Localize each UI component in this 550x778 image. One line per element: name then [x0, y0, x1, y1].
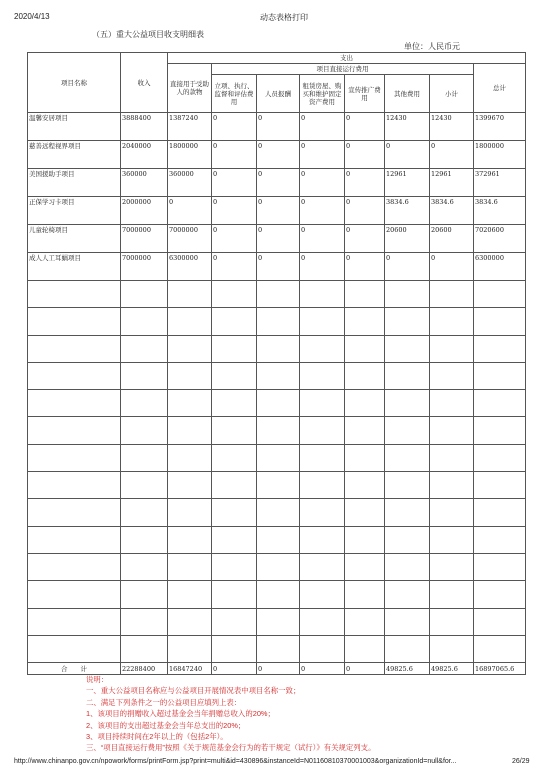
empty-cell [212, 553, 257, 580]
empty-cell [168, 417, 212, 444]
empty-cell [430, 581, 474, 608]
empty-cell [345, 581, 385, 608]
cell-other: 0 [385, 141, 430, 169]
cell-setup: 0 [212, 141, 257, 169]
empty-cell [345, 472, 385, 499]
empty-cell [430, 444, 474, 471]
empty-cell [430, 417, 474, 444]
empty-cell [212, 444, 257, 471]
empty-cell [121, 581, 168, 608]
empty-cell [430, 390, 474, 417]
header-other-cost: 其他费用 [385, 75, 430, 113]
empty-cell [257, 499, 300, 526]
empty-cell [300, 390, 345, 417]
empty-cell [121, 472, 168, 499]
totals-other: 49825.6 [385, 663, 430, 675]
empty-cell [257, 308, 300, 335]
cell-income: 2000000 [121, 197, 168, 225]
cell-promo: 0 [345, 141, 385, 169]
empty-cell [28, 308, 121, 335]
empty-cell [385, 362, 430, 389]
cell-subtotal: 0 [430, 141, 474, 169]
empty-cell [168, 472, 212, 499]
cell-staff: 0 [257, 113, 300, 141]
cell-name: 美国援助手项目 [28, 169, 121, 197]
empty-cell [121, 499, 168, 526]
empty-cell [300, 553, 345, 580]
empty-cell [212, 526, 257, 553]
empty-cell [385, 581, 430, 608]
cell-name: 温馨安居项目 [28, 113, 121, 141]
empty-cell [168, 581, 212, 608]
empty-cell [430, 553, 474, 580]
cell-subtotal: 12430 [430, 113, 474, 141]
empty-cell [257, 444, 300, 471]
empty-cell [385, 335, 430, 362]
empty-cell [168, 635, 212, 662]
empty-cell [28, 526, 121, 553]
cell-staff: 0 [257, 197, 300, 225]
empty-cell [121, 335, 168, 362]
empty-cell [345, 444, 385, 471]
cell-other: 20600 [385, 225, 430, 253]
cell-other: 3834.6 [385, 197, 430, 225]
empty-cell [28, 390, 121, 417]
empty-cell [300, 581, 345, 608]
cell-total: 372961 [474, 169, 526, 197]
empty-cell [385, 608, 430, 635]
empty-cell [121, 362, 168, 389]
table-row [28, 169, 526, 197]
cell-total: 7020600 [474, 225, 526, 253]
empty-cell [28, 581, 121, 608]
empty-cell [300, 635, 345, 662]
cell-rent: 0 [300, 225, 345, 253]
cell-direct: 6300000 [168, 253, 212, 281]
empty-cell [300, 308, 345, 335]
table-row [28, 253, 526, 281]
cell-total: 1399670 [474, 113, 526, 141]
cell-subtotal: 12961 [430, 169, 474, 197]
empty-cell [257, 608, 300, 635]
cell-rent: 0 [300, 169, 345, 197]
empty-cell [430, 608, 474, 635]
empty-cell [385, 635, 430, 662]
cell-promo: 0 [345, 253, 385, 281]
empty-cell [385, 472, 430, 499]
notes-block [86, 674, 375, 754]
empty-cell [212, 390, 257, 417]
cell-promo: 0 [345, 113, 385, 141]
empty-cell [474, 281, 526, 308]
empty-cell [345, 553, 385, 580]
cell-staff: 0 [257, 225, 300, 253]
totals-subtotal: 49825.6 [430, 663, 474, 675]
empty-cell [212, 362, 257, 389]
empty-row [28, 308, 526, 335]
cell-income: 7000000 [121, 225, 168, 253]
cell-direct: 360000 [168, 169, 212, 197]
empty-cell [28, 635, 121, 662]
note-item: 二、满足下列条件之一的公益项目应填列上表： [86, 697, 242, 707]
header-project-name: 项目名称 [28, 53, 121, 113]
cell-setup: 0 [212, 113, 257, 141]
empty-row [28, 417, 526, 444]
header-total: 总计 [474, 64, 526, 113]
empty-cell [212, 472, 257, 499]
empty-cell [385, 390, 430, 417]
header-income: 收入 [121, 53, 168, 113]
cell-total: 1800000 [474, 141, 526, 169]
empty-cell [474, 635, 526, 662]
empty-cell [474, 526, 526, 553]
cell-direct: 7000000 [168, 225, 212, 253]
empty-cell [474, 472, 526, 499]
cell-name: 慈善远程视界项目 [28, 141, 121, 169]
empty-cell [257, 362, 300, 389]
cell-subtotal: 0 [430, 253, 474, 281]
cell-setup: 0 [212, 253, 257, 281]
empty-cell [300, 417, 345, 444]
totals-total: 16897065.6 [474, 663, 526, 675]
empty-cell [474, 362, 526, 389]
empty-cell [430, 499, 474, 526]
cell-name: 正保学习卡项目 [28, 197, 121, 225]
note-item: 一、重大公益项目名称应与公益项目开展情况表中项目名称一致； [86, 686, 301, 696]
empty-row [28, 635, 526, 662]
print-date: 2020/4/13 [14, 12, 50, 21]
empty-cell [430, 335, 474, 362]
totals-direct: 16847240 [168, 663, 212, 675]
empty-cell [300, 362, 345, 389]
header-setup-cost: 立项、执行、监督和评估费用 [212, 75, 257, 113]
empty-cell [212, 281, 257, 308]
empty-cell [168, 308, 212, 335]
empty-cell [345, 417, 385, 444]
empty-cell [345, 308, 385, 335]
empty-cell [257, 472, 300, 499]
empty-cell [28, 362, 121, 389]
empty-cell [212, 581, 257, 608]
empty-cell [430, 281, 474, 308]
cell-promo: 0 [345, 225, 385, 253]
cell-total: 6300000 [474, 253, 526, 281]
empty-cell [474, 308, 526, 335]
totals-rent: 0 [300, 663, 345, 675]
print-header-title: 动态表格打印 [260, 13, 308, 22]
empty-cell [430, 472, 474, 499]
empty-cell [385, 308, 430, 335]
totals-staff: 0 [257, 663, 300, 675]
empty-cell [121, 635, 168, 662]
empty-cell [121, 281, 168, 308]
empty-row [28, 499, 526, 526]
empty-cell [257, 553, 300, 580]
empty-cell [212, 308, 257, 335]
empty-cell [385, 553, 430, 580]
page-number: 26/29 [512, 758, 530, 765]
cell-total: 3834.6 [474, 197, 526, 225]
empty-cell [212, 635, 257, 662]
empty-cell [168, 526, 212, 553]
empty-cell [345, 499, 385, 526]
empty-cell [345, 390, 385, 417]
header-subtotal: 小计 [430, 75, 474, 113]
empty-cell [168, 390, 212, 417]
cell-promo: 0 [345, 169, 385, 197]
table-row [28, 197, 526, 225]
empty-row [28, 581, 526, 608]
empty-row [28, 362, 526, 389]
empty-cell [212, 499, 257, 526]
cell-setup: 0 [212, 197, 257, 225]
empty-cell [168, 444, 212, 471]
empty-cell [212, 335, 257, 362]
totals-promo: 0 [345, 663, 385, 675]
empty-cell [385, 444, 430, 471]
empty-row [28, 472, 526, 499]
empty-cell [121, 444, 168, 471]
empty-cell [474, 553, 526, 580]
empty-cell [257, 417, 300, 444]
empty-cell [345, 335, 385, 362]
empty-cell [121, 390, 168, 417]
empty-row [28, 444, 526, 471]
table-row [28, 141, 526, 169]
cell-other: 0 [385, 253, 430, 281]
currency-unit: 单位：人民币元 [404, 42, 460, 51]
empty-cell [212, 608, 257, 635]
empty-cell [28, 499, 121, 526]
cell-staff: 0 [257, 253, 300, 281]
empty-cell [430, 526, 474, 553]
header-staff-pay: 人员报酬 [257, 75, 300, 113]
empty-row [28, 526, 526, 553]
empty-cell [300, 444, 345, 471]
empty-cell [28, 472, 121, 499]
empty-row [28, 335, 526, 362]
cell-income: 7000000 [121, 253, 168, 281]
cell-staff: 0 [257, 141, 300, 169]
empty-cell [121, 526, 168, 553]
cell-promo: 0 [345, 197, 385, 225]
empty-cell [257, 581, 300, 608]
empty-cell [430, 635, 474, 662]
empty-cell [345, 362, 385, 389]
cell-staff: 0 [257, 169, 300, 197]
cell-subtotal: 3834.6 [430, 197, 474, 225]
empty-cell [257, 526, 300, 553]
empty-cell [300, 335, 345, 362]
footer-url: http://www.chinanpo.gov.cn/npowork/forms/printForm.jsp?print=multi&id=430896&instanceId=N01160810370001003&organizationId=null&for... [14, 758, 457, 765]
empty-cell [168, 281, 212, 308]
totals-setup: 0 [212, 663, 257, 675]
totals-label: 合 计 [28, 663, 121, 675]
empty-cell [28, 608, 121, 635]
empty-cell [212, 417, 257, 444]
empty-cell [474, 390, 526, 417]
table-row [28, 113, 526, 141]
empty-cell [430, 308, 474, 335]
note-item: 2、该项目的支出超过基金会当年总支出的20%； [86, 720, 246, 730]
cell-setup: 0 [212, 169, 257, 197]
empty-cell [168, 362, 212, 389]
empty-cell [345, 635, 385, 662]
cell-income: 2040000 [121, 141, 168, 169]
empty-cell [385, 526, 430, 553]
header-direct-aid: 直接用于受助人的款物 [168, 64, 212, 113]
empty-cell [28, 417, 121, 444]
totals-row [28, 663, 526, 675]
empty-cell [474, 417, 526, 444]
empty-cell [474, 444, 526, 471]
cell-name: 成人人工耳蜗项目 [28, 253, 121, 281]
table-row [28, 225, 526, 253]
cell-name: 儿童轮椅项目 [28, 225, 121, 253]
note-item: 3、项目持续时间在2年以上的（包括2年）。 [86, 732, 228, 742]
header-promotion: 宣传推广费用 [345, 75, 385, 113]
empty-row [28, 608, 526, 635]
header-expense: 支出 [168, 53, 526, 64]
cell-direct: 0 [168, 197, 212, 225]
empty-cell [28, 281, 121, 308]
section-title: （五）重大公益项目收支明细表 [92, 30, 204, 39]
empty-cell [345, 526, 385, 553]
cell-subtotal: 20600 [430, 225, 474, 253]
cell-direct: 1800000 [168, 141, 212, 169]
cell-other: 12430 [385, 113, 430, 141]
empty-cell [345, 281, 385, 308]
empty-cell [300, 526, 345, 553]
empty-cell [121, 608, 168, 635]
cell-rent: 0 [300, 197, 345, 225]
empty-cell [168, 499, 212, 526]
note-item: 1、该项目的捐赠收入超过基金会当年捐赠总收入的20%； [86, 709, 275, 719]
empty-cell [300, 281, 345, 308]
header-direct-running-cost: 项目直接运行费用 [212, 64, 474, 75]
empty-cell [385, 417, 430, 444]
empty-cell [300, 499, 345, 526]
cell-rent: 0 [300, 253, 345, 281]
empty-row [28, 553, 526, 580]
empty-cell [474, 608, 526, 635]
empty-cell [168, 553, 212, 580]
empty-cell [257, 390, 300, 417]
cell-setup: 0 [212, 225, 257, 253]
empty-row [28, 390, 526, 417]
empty-cell [28, 553, 121, 580]
empty-cell [385, 281, 430, 308]
empty-cell [385, 499, 430, 526]
empty-cell [121, 553, 168, 580]
empty-cell [345, 608, 385, 635]
empty-cell [257, 635, 300, 662]
note-item: 三、“项目直接运行费用”按照《关于规范基金会行为的若干规定（试行）》有关规定列支。 [86, 743, 376, 753]
cell-direct: 1387240 [168, 113, 212, 141]
empty-cell [430, 362, 474, 389]
cell-income: 3888400 [121, 113, 168, 141]
empty-cell [257, 335, 300, 362]
empty-row [28, 281, 526, 308]
project-income-expense-table [27, 52, 526, 675]
totals-income: 22288400 [121, 663, 168, 675]
empty-cell [121, 308, 168, 335]
empty-cell [257, 281, 300, 308]
empty-cell [300, 472, 345, 499]
empty-cell [28, 335, 121, 362]
cell-rent: 0 [300, 141, 345, 169]
empty-cell [121, 417, 168, 444]
empty-cell [474, 335, 526, 362]
empty-cell [474, 581, 526, 608]
header-rent-assets: 租赁房屋、购买和维护固定资产费用 [300, 75, 345, 113]
empty-cell [28, 444, 121, 471]
cell-income: 360000 [121, 169, 168, 197]
empty-cell [300, 608, 345, 635]
notes-heading: 说明： [86, 675, 109, 684]
empty-cell [168, 608, 212, 635]
empty-cell [168, 335, 212, 362]
cell-rent: 0 [300, 113, 345, 141]
cell-other: 12961 [385, 169, 430, 197]
empty-cell [474, 499, 526, 526]
